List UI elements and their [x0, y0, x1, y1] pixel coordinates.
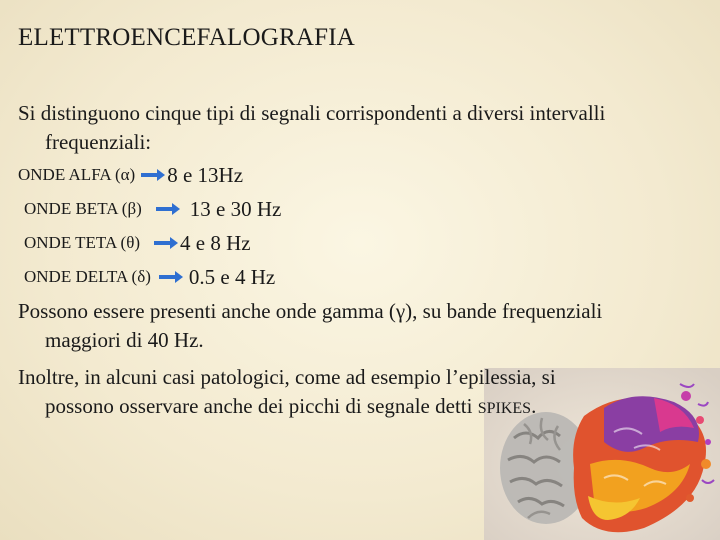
spikes-term: SPIKES [477, 400, 532, 417]
right-arrow-icon [154, 236, 178, 250]
wave-range: 8 e 13Hz [167, 162, 244, 187]
wave-label: ONDE TETA (θ) [24, 233, 141, 252]
intro-line-1: Si distinguono cinque tipi di segnali corrispondenti a diversi intervalli [18, 101, 606, 125]
wave-label: ONDE DELTA (δ) [24, 267, 151, 286]
spikes-line-1: Inoltre, in alcuni casi patologici, come ad esempio l’epilessia, si [18, 365, 556, 389]
wave-row-teta [24, 228, 251, 258]
right-arrow-icon [159, 270, 183, 284]
wave-row-delta [24, 262, 275, 292]
spikes-paragraph [18, 363, 708, 423]
wave-row-alfa [18, 160, 243, 190]
gamma-paragraph [18, 297, 708, 355]
intro-paragraph [18, 99, 708, 157]
wave-row-beta [24, 194, 281, 224]
spikes-line-2 [18, 392, 708, 423]
wave-range: 0.5 e 4 Hz [188, 264, 276, 289]
spikes-period: . [531, 394, 537, 418]
wave-label: ONDE ALFA (α) [18, 165, 136, 184]
intro-line-2: frequenziali: [45, 130, 152, 154]
slide-title: ELETTROENCEFALOGRAFIA [18, 24, 356, 51]
right-arrow-icon [141, 168, 165, 182]
wave-range: 4 e 8 Hz [180, 230, 251, 255]
right-arrow-icon [156, 202, 180, 216]
spikes-line-2-text: possono osservare anche dei picchi di segnale detti [45, 394, 478, 418]
wave-label: ONDE BETA (β) [24, 199, 142, 218]
gamma-line-1: Possono essere presenti anche onde gamma (γ), su bande frequenziali [18, 299, 603, 323]
gamma-line-2: maggiori di 40 Hz. [45, 328, 204, 352]
wave-range: 13 e 30 Hz [189, 196, 282, 221]
